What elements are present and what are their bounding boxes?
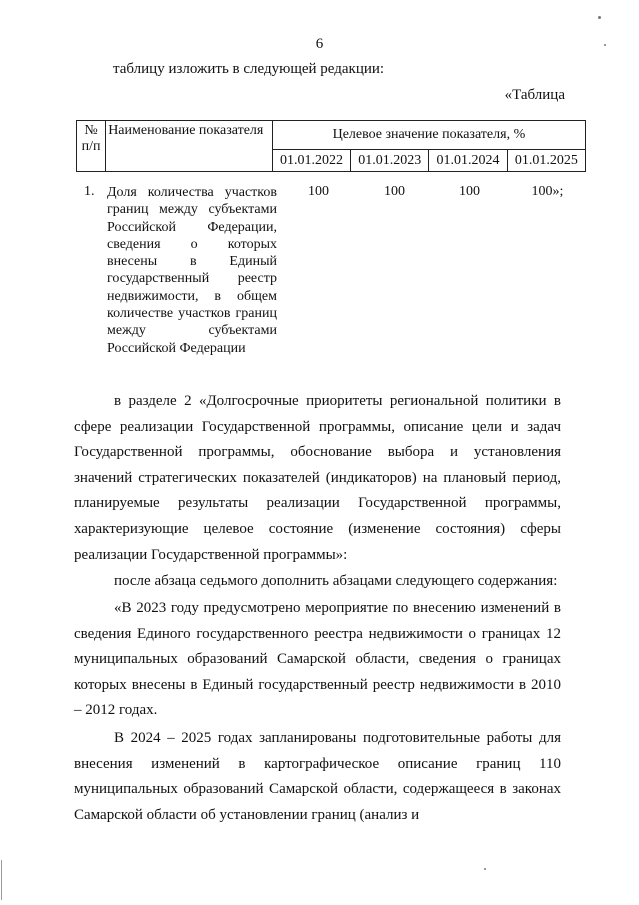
- header-date: 01.01.2025: [507, 150, 585, 172]
- scan-speck: [484, 868, 486, 870]
- indicator-table: [76, 120, 586, 172]
- paragraph-text: «В 2023 году предусмотрено мероприятие по внесению изменений в сведения Единого государственного реестра недвижимости о границах 12 муниципальных образований Самарской области, сведения о границах которых внесены в Единый государственный реестр недвижимости в 2010 – 2012 годах.: [74, 600, 561, 719]
- header-target: Целевое значение показателя, %: [272, 121, 585, 150]
- table-label: «Таблица: [504, 87, 565, 103]
- row-value: 100: [459, 184, 480, 199]
- header-num: № п/п: [77, 121, 106, 172]
- row-number: 1.: [84, 184, 95, 199]
- header-name: Наименование показателя: [106, 121, 273, 172]
- paragraph-instruction: [74, 569, 561, 595]
- paragraph-text: в разделе 2 «Долгосрочные приоритеты региональной политики в сфере реализации Государственной программы, описание цели и задач Государственной программы, обоснование выбора и установления значений стратегических показателей (индикаторов) на плановый период, планируемые результаты реализации Государственной программы, характеризующие целевое состояние (изменение состояния) сферы реализации Государственной программы»:: [74, 393, 561, 563]
- header-date: 01.01.2022: [272, 150, 350, 172]
- paragraph-text: В 2024 – 2025 годах запланированы подготовительные работы для внесения изменений в картографическое описание границ 110 муниципальных образований Самарской области, содержащееся в законах Самарской области об установлении границ (анализ и: [74, 730, 561, 823]
- row-value: 100: [308, 184, 329, 199]
- paragraph-section-2: [74, 389, 561, 568]
- row-value: 100»;: [531, 184, 564, 199]
- paragraph-2023: [74, 596, 561, 724]
- scan-edge: [1, 860, 2, 900]
- header-date: 01.01.2023: [351, 150, 429, 172]
- page-number: 6: [315, 36, 324, 52]
- row-value: 100: [384, 184, 405, 199]
- scan-speck: [598, 16, 601, 19]
- paragraph-2024-2025: [74, 726, 561, 828]
- table-header-row: [77, 121, 586, 150]
- header-date: 01.01.2024: [429, 150, 507, 172]
- intro-text: таблицу изложить в следующей редакции:: [113, 61, 385, 77]
- paragraph-text: после абзаца седьмого дополнить абзацами следующего содержания:: [114, 573, 558, 589]
- row-indicator-name: Доля количества участков границ между субъектами Российской Федерации, сведения о которых внесены в Единый государственный реестр недвижимости, в общем количестве участков границ между субъектами Российской Федерации: [107, 185, 277, 356]
- scan-speck: [604, 44, 606, 46]
